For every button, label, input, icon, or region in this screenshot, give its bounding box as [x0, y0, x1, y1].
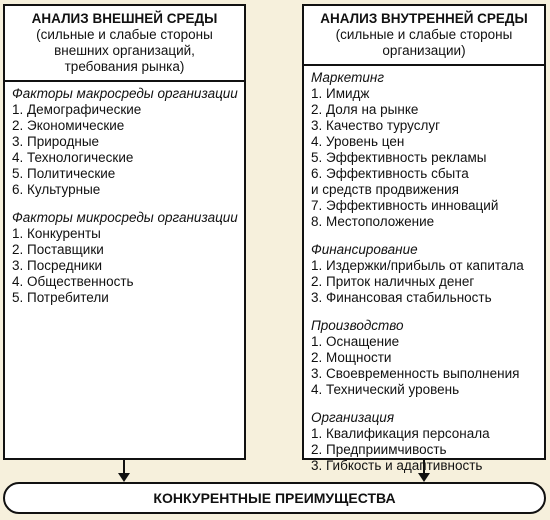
finance-title: Финансирование: [311, 242, 418, 257]
list-item: 8. Местоположение: [311, 214, 435, 229]
list-item: 5. Потребители: [12, 290, 109, 305]
list-item: 1. Имидж: [311, 86, 370, 101]
list-item: 2. Поставщики: [12, 242, 104, 257]
production-title: Производство: [311, 318, 404, 333]
internal-analysis-subtitle: (сильные и слабые стороны организации): [335, 27, 513, 58]
list-item: 2. Экономические: [12, 118, 125, 133]
external-analysis-title: АНАЛИЗ ВНЕШНЕЙ СРЕДЫ: [31, 11, 218, 26]
list-item: 2. Приток наличных денег: [311, 274, 475, 289]
arrow-external-to-result: [118, 460, 130, 482]
list-item: 1. Оснащение: [311, 334, 400, 349]
list-item: 3. Гибкость и адаптивность: [311, 458, 483, 473]
arrow-internal-to-result: [418, 460, 430, 482]
list-item: 1. Квалификация персонала: [311, 426, 490, 441]
external-analysis-subtitle: (сильные и слабые стороны внешних организаций, требования рынка): [36, 27, 213, 74]
list-item: 2. Доля на рынке: [311, 102, 419, 117]
list-item: 5. Эффективность рекламы: [311, 150, 487, 165]
list-item: 1. Издержки/прибыль от капитала: [311, 258, 524, 273]
list-item: 3. Своевременность выполнения: [311, 366, 520, 381]
internal-analysis-title: АНАЛИЗ ВНУТРЕННЕЙ СРЕДЫ: [320, 11, 528, 26]
list-item: 4. Общественность: [12, 274, 134, 289]
list-item: 7. Эффективность инноваций: [311, 198, 499, 213]
list-item: 3. Финансовая стабильность: [311, 290, 492, 305]
list-item: 2. Предприимчивость: [311, 442, 447, 457]
list-item: 5. Политические: [12, 166, 116, 181]
list-item: 6. Культурные: [12, 182, 101, 197]
list-item: 4. Технологические: [12, 150, 134, 165]
list-item: 3. Природные: [12, 134, 100, 149]
organization-title: Организация: [311, 410, 395, 425]
list-item: 1. Демографические: [12, 102, 142, 117]
competitive-advantages-box: [3, 482, 546, 514]
list-item: 3. Посредники: [12, 258, 103, 273]
macro-factors-title: Факторы макросреды организации: [12, 86, 238, 101]
competitive-advantages-label: КОНКУРЕНТНЫЕ ПРЕИМУЩЕСТВА: [153, 490, 396, 506]
list-item: 2. Мощности: [311, 350, 392, 365]
list-item: 6. Эффективность сбыта и средств продвижения: [311, 166, 469, 197]
list-item: 4. Уровень цен: [311, 134, 405, 149]
micro-factors-title: Факторы микросреды организации: [12, 210, 238, 225]
list-item: 4. Технический уровень: [311, 382, 460, 397]
list-item: 3. Качество туруслуг: [311, 118, 441, 133]
list-item: 1. Конкуренты: [12, 226, 101, 241]
marketing-title: Маркетинг: [311, 70, 384, 85]
